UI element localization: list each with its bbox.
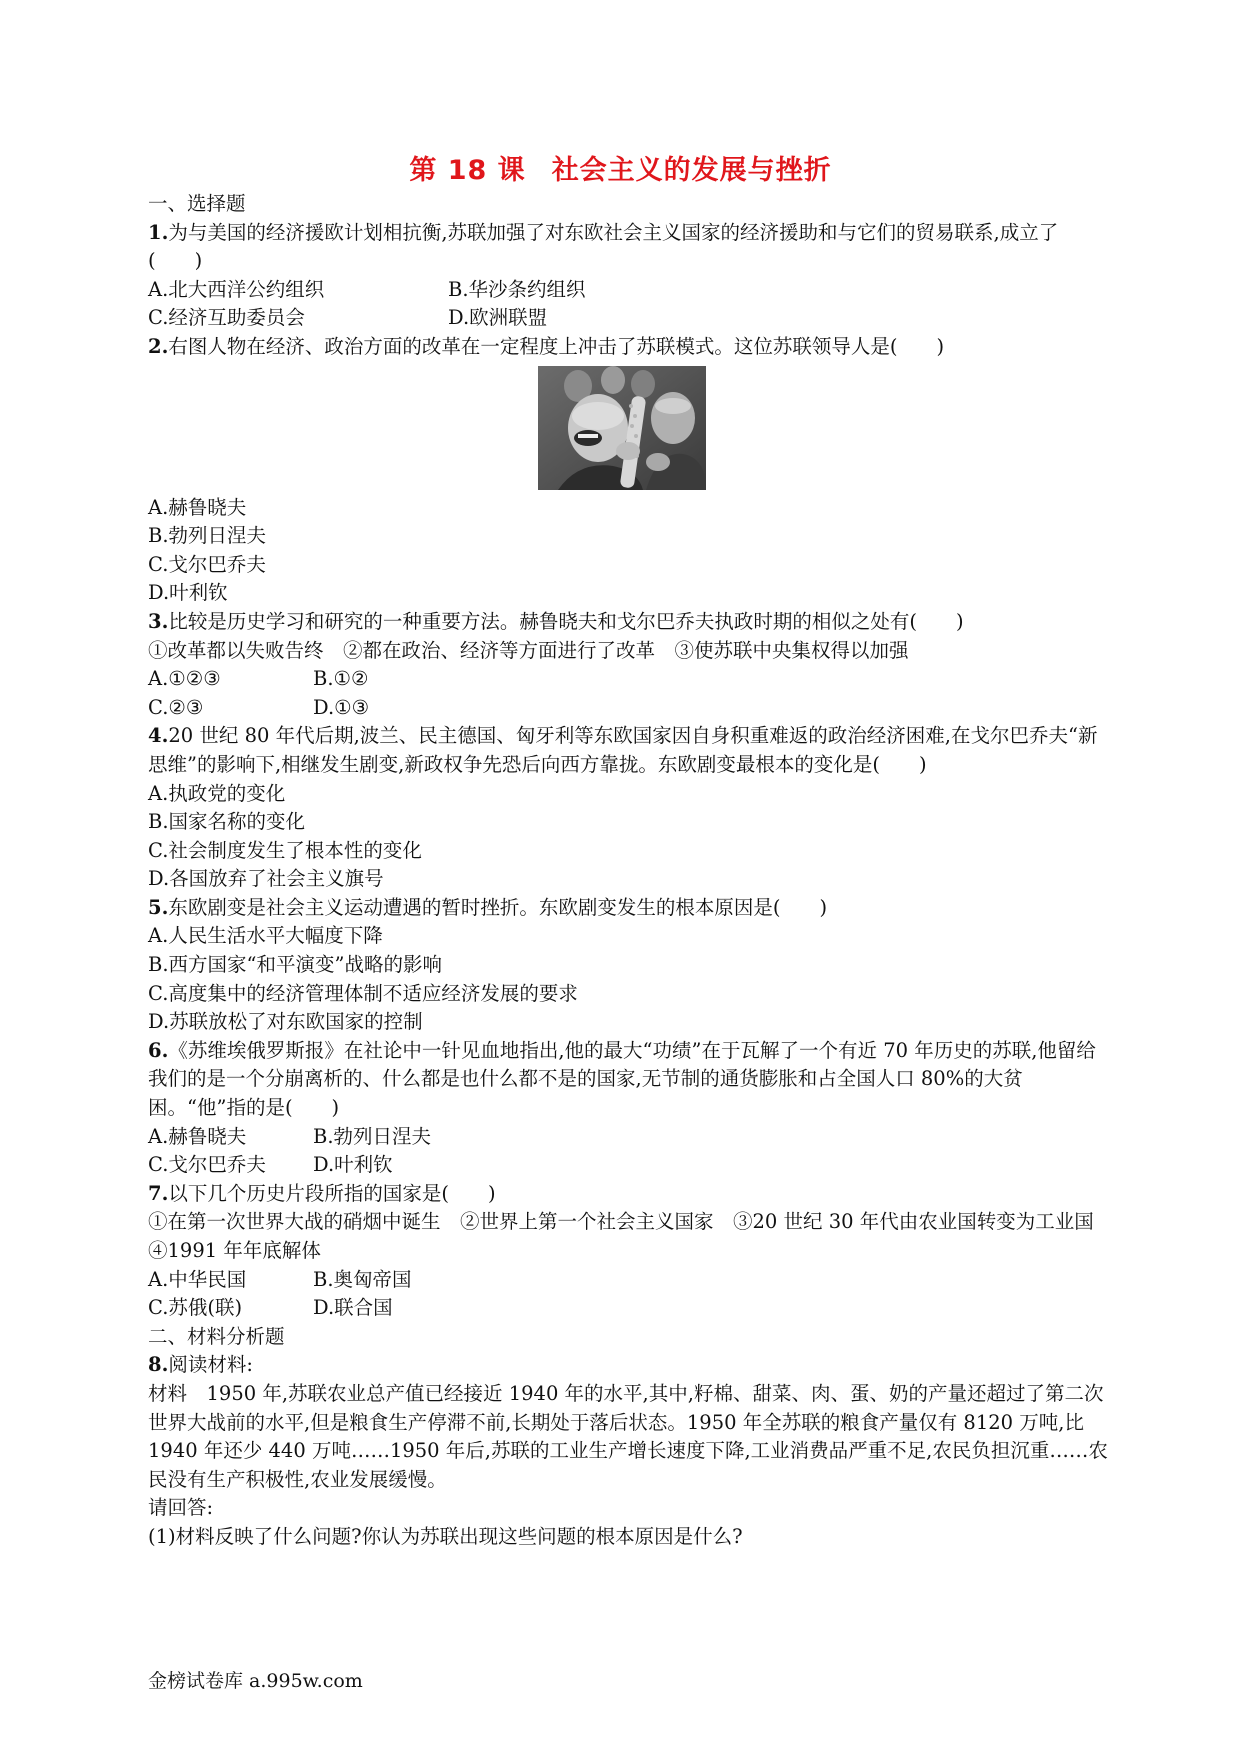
option-a: A.赫鲁晓夫 [148, 495, 247, 519]
question-text: 以下几个历史片段所指的国家是( ) [168, 1181, 496, 1205]
photo-leader-holding-corn-icon [538, 366, 706, 490]
option-c: C.经济互助委员会 [148, 306, 305, 330]
option-d: D.叶利钦 [148, 581, 228, 605]
option-b: B.华沙条约组织 [448, 277, 586, 301]
question-number: 3. [148, 609, 169, 633]
options-row [148, 1151, 1108, 1180]
question-number: 1. [148, 220, 169, 244]
sub-question-1: (1)材料反映了什么问题?你认为苏联出现这些问题的根本原因是什么? [148, 1524, 743, 1548]
option-c: C.②③ [148, 695, 204, 719]
question-stem: ①在第一次世界大战的硝烟中诞生 ②世界上第一个社会主义国家 ③20 世纪 30 年代由农业国转变为工业国 ④1991 年年底解体 [148, 1210, 1114, 1262]
options-row [148, 276, 1108, 305]
option-a: A.赫鲁晓夫 [148, 1124, 247, 1148]
worksheet-body [148, 190, 1114, 1552]
option-b: B.西方国家“和平演变”战略的影响 [148, 953, 442, 977]
option-a: A.中华民国 [148, 1267, 247, 1291]
question-text: 比较是历史学习和研究的一种重要方法。赫鲁晓夫和戈尔巴乔夫执政时期的相似之处有( ) [168, 609, 964, 633]
question-number: 4. [148, 724, 169, 748]
options-row [148, 665, 1108, 694]
page-title [0, 148, 1241, 187]
question-4 [148, 722, 1108, 779]
question-2 [148, 333, 1108, 362]
question-text: 东欧剧变是社会主义运动遭遇的暂时挫折。东欧剧变发生的根本原因是( ) [168, 895, 828, 919]
section-heading: 一、选择题 [148, 192, 246, 215]
option-d: D.联合国 [313, 1296, 393, 1320]
question-number: 5. [148, 895, 169, 919]
question-text: 20 世纪 80 年代后期,波兰、民主德国、匈牙利等东欧国家因自身积重难返的政治经济困难,在戈尔巴乔夫“新思维”的影响下,相继发生剧变,新政权争先恐后向西方靠拢。东欧剧变最根本的变化是( ) [148, 724, 1098, 776]
option-c: C.戈尔巴乔夫 [148, 1153, 266, 1177]
question-5 [148, 894, 1108, 923]
option-b: B.勃列日涅夫 [148, 524, 267, 548]
option-c: C.高度集中的经济管理体制不适应经济发展的要求 [148, 981, 578, 1005]
option-d: D.①③ [313, 695, 370, 719]
lesson-number: 第 18 课 [409, 155, 526, 186]
question-figure [148, 366, 1108, 494]
option-c: C.戈尔巴乔夫 [148, 552, 266, 576]
question-text: 《苏维埃俄罗斯报》在社论中一针见血地指出,他的最大“功绩”在于瓦解了一个有近 70 年历史的苏联,他留给我们的是一个分崩离析的、什么都是也什么都不是的国家,无节制的通货膨胀和占全国人口 80%的大贫困。“他”指的是( ) [148, 1038, 1096, 1120]
question-number: 8. [148, 1353, 169, 1377]
question-6 [148, 1037, 1108, 1123]
question-number: 7. [148, 1181, 169, 1205]
option-b: B.奥匈帝国 [313, 1267, 412, 1291]
question-number: 6. [148, 1038, 169, 1062]
option-a: A.执政党的变化 [148, 781, 286, 805]
question-text: 阅读材料: [168, 1353, 253, 1377]
option-b: B.国家名称的变化 [148, 810, 306, 834]
option-c: C.社会制度发生了根本性的变化 [148, 838, 422, 862]
question-stem: ①改革都以失败告终 ②都在政治、经济等方面进行了改革 ③使苏联中央集权得以加强 [148, 638, 909, 662]
option-c: C.苏俄(联) [148, 1296, 243, 1320]
option-b: B.勃列日涅夫 [313, 1124, 432, 1148]
options-row [148, 694, 1108, 723]
question-7 [148, 1180, 1108, 1209]
question-text: 右图人物在经济、政治方面的改革在一定程度上冲击了苏联模式。这位苏联领导人是( ) [168, 334, 945, 358]
options-row [148, 1294, 1108, 1323]
question-8 [148, 1351, 1108, 1380]
option-b: B.①② [313, 667, 369, 691]
options-row [148, 1123, 1108, 1152]
option-a: A.人民生活水平大幅度下降 [148, 924, 383, 948]
section-heading: 二、材料分析题 [148, 1324, 285, 1348]
option-a: A.北大西洋公约组织 [148, 277, 325, 301]
options-row [148, 304, 1108, 333]
material-text: 材料 1950 年,苏联农业总产值已经接近 1940 年的水平,其中,籽棉、甜菜、肉、蛋、奶的产量还超过了第二次世界大战前的水平,但是粮食生产停滞不前,长期处于落后状态。1950 年全苏联的粮食产量仅有 8120 万吨,比 1940 年还少 440 万吨……1950 年后,苏联的工业生产增长速度下降,工业消费品严重不足,农民负担沉重……农民没有生产积极性,农业发展缓慢。 [148, 1381, 1108, 1491]
question-number: 2. [148, 334, 169, 358]
answer-prompt: 请回答: [148, 1496, 214, 1520]
footer-watermark: 金榜试卷库 a.995w.com [148, 1670, 363, 1692]
option-d: D.欧洲联盟 [448, 306, 548, 330]
question-1 [148, 219, 1108, 276]
question-3 [148, 608, 1108, 637]
option-a: A.①②③ [148, 667, 221, 691]
question-text: 为与美国的经济援欧计划相抗衡,苏联加强了对东欧社会主义国家的经济援助和与它们的贸易联系,成立了( ) [148, 220, 1059, 273]
options-row [148, 1266, 1108, 1295]
option-d: D.各国放弃了社会主义旗号 [148, 867, 384, 891]
option-d: D.叶利钦 [313, 1153, 393, 1177]
lesson-name: 社会主义的发展与挫折 [551, 155, 832, 186]
option-d: D.苏联放松了对东欧国家的控制 [148, 1010, 423, 1034]
